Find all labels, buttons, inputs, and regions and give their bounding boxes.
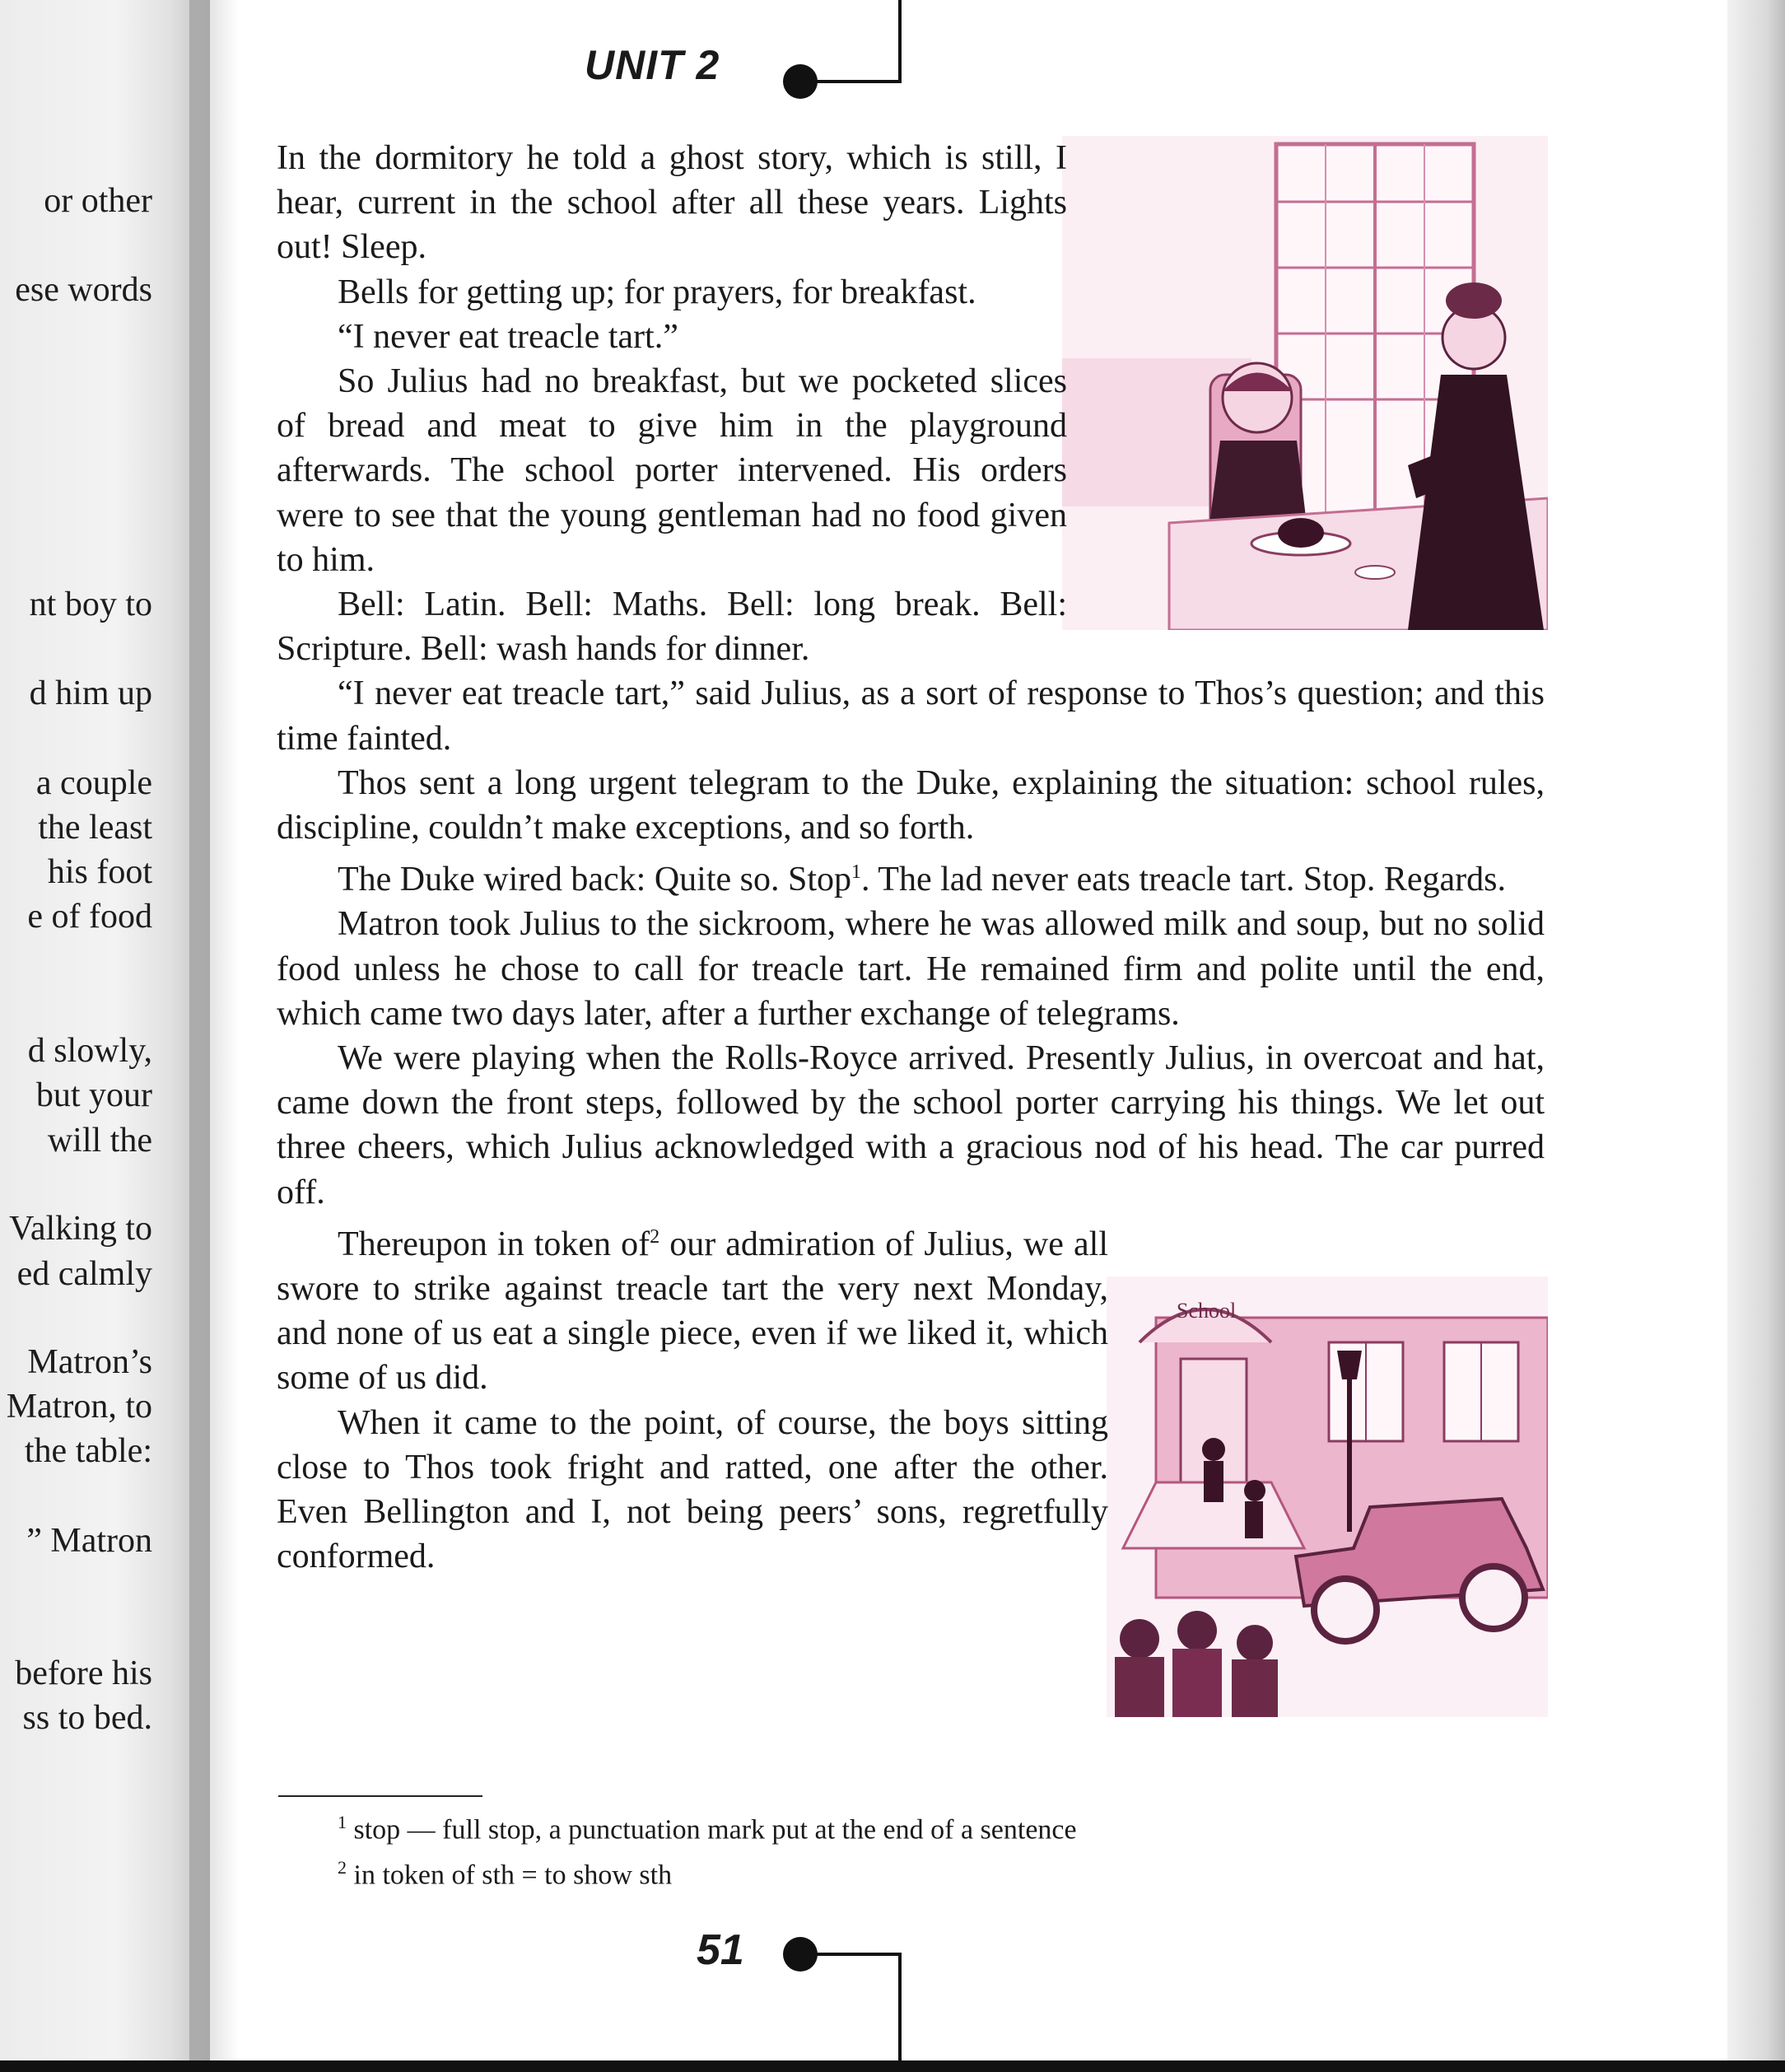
school-sign-text: School xyxy=(1177,1299,1237,1323)
left-page-line: Matron, to xyxy=(6,1388,152,1426)
footnote-1 xyxy=(338,1804,1077,1849)
footnote-mark: 1 xyxy=(851,861,862,884)
story-paragraph xyxy=(277,850,1545,902)
story-paragraph: Thos sent a long urgent telegram to the Duke, explaining the situation: school rules, discipline, couldn’t make exceptions, and so forth. xyxy=(277,763,1545,847)
book-spine-shadow xyxy=(189,0,239,2072)
page-right-edge xyxy=(1727,0,1785,2072)
story-text-span: We were playing when the Rolls-Royce arrived. Presently Julius, in overcoat and hat, came down the front steps, followed by the school porter carrying his things. We let out three cheers, which Julius acknowledged with a gracious nod of his head. The car purred off. xyxy=(277,1039,1545,1211)
story-paragraph: Bell: Latin. Bell: Maths. Bell: long break. Bell: Scripture. Bell: wash hands for dinner. xyxy=(277,586,1067,669)
left-page-line: or other xyxy=(44,182,152,220)
story-paragraph: In the dormitory he told a ghost story, which is still, I hear, current in the school after all these years. Lights out! Sleep. xyxy=(277,139,1067,267)
left-page-line: before his xyxy=(15,1654,152,1692)
left-page-line: the least xyxy=(38,809,152,847)
footnote-text: stop — full stop, a punctuation mark put at the end of a sentence xyxy=(353,1814,1077,1846)
left-page-line: d him up xyxy=(29,674,152,712)
story-text-span: The Duke wired back: Quite so. Stop xyxy=(338,861,852,899)
header-rule xyxy=(807,80,902,83)
left-page-line: ” Matron xyxy=(26,1522,152,1560)
story-text-span: our admiration of Julius, we all swore to strike against treacle tart the very next Monday, and none of us eat a single piece, even if we liked it, which some of us did. xyxy=(277,1225,1108,1398)
footnote-text: in token of sth = to show sth xyxy=(353,1860,673,1891)
left-page-line: his foot xyxy=(47,853,152,891)
footnotes xyxy=(338,1804,1077,1895)
footnote-number: 1 xyxy=(338,1812,347,1832)
left-page-line: ss to bed. xyxy=(22,1699,152,1737)
story-text-span: Thereupon in token of xyxy=(338,1225,650,1263)
story-paragraph xyxy=(277,1036,1545,1215)
footnote-mark: 2 xyxy=(650,1225,660,1248)
header-rule-vertical xyxy=(898,0,902,83)
footnote-number: 2 xyxy=(338,1857,347,1878)
footnote-2 xyxy=(338,1849,1077,1894)
left-page-line: d slowly, xyxy=(27,1032,152,1070)
story-text-span: . The lad never eats treacle tart. Stop. Regards. xyxy=(861,861,1506,899)
story-paragraph: “I never eat treacle tart.” xyxy=(338,317,678,356)
story-paragraph: “I never eat treacle tart,” said Julius, as a sort of response to Thos’s question; and this time fainted. xyxy=(277,674,1545,758)
story-paragraph: So Julius had no breakfast, but we pocketed slices of bread and meat to give him in the playground afterwards. The school porter intervened. His orders were to see that the young gentleman had no food given to him. xyxy=(277,362,1067,579)
footer-rule xyxy=(807,1953,902,1956)
left-page-fragment xyxy=(0,0,210,2072)
left-page-line: but your xyxy=(35,1076,152,1114)
left-page-line: a couple xyxy=(35,764,152,802)
left-page-line: Valking to xyxy=(9,1210,152,1248)
footer-rule-vertical xyxy=(898,1953,902,2072)
story-paragraph: Matron took Julius to the sickroom, where he was allowed milk and soup, but no solid food unless he chose to call for treacle tart. He remained firm and polite until the end, which came two days later, after a further exchange of telegrams. xyxy=(277,905,1545,1033)
left-page-line: e of food xyxy=(27,898,152,936)
left-page-line: the table: xyxy=(24,1432,152,1470)
unit-header: UNIT 2 xyxy=(585,42,720,88)
left-page-line: ed calmly xyxy=(16,1255,152,1293)
story-text xyxy=(277,136,1545,1580)
footnote-divider xyxy=(278,1795,482,1797)
story-paragraph: When it came to the point, of course, the boys sitting close to Thos took fright and ratted, one after the other. Even Bellington and I, not being peers’ sons, regretfully conformed. xyxy=(277,1403,1108,1576)
story-paragraph xyxy=(277,1215,1108,1401)
page-number: 51 xyxy=(697,1926,744,1974)
left-page-line: nt boy to xyxy=(29,586,152,623)
left-page-line: will the xyxy=(47,1122,152,1160)
left-page-line: ese words xyxy=(15,271,152,309)
page-bottom-edge xyxy=(0,2060,1785,2072)
story-paragraph: Bells for getting up; for prayers, for breakfast. xyxy=(338,273,976,311)
left-page-line: Matron’s xyxy=(27,1343,152,1381)
